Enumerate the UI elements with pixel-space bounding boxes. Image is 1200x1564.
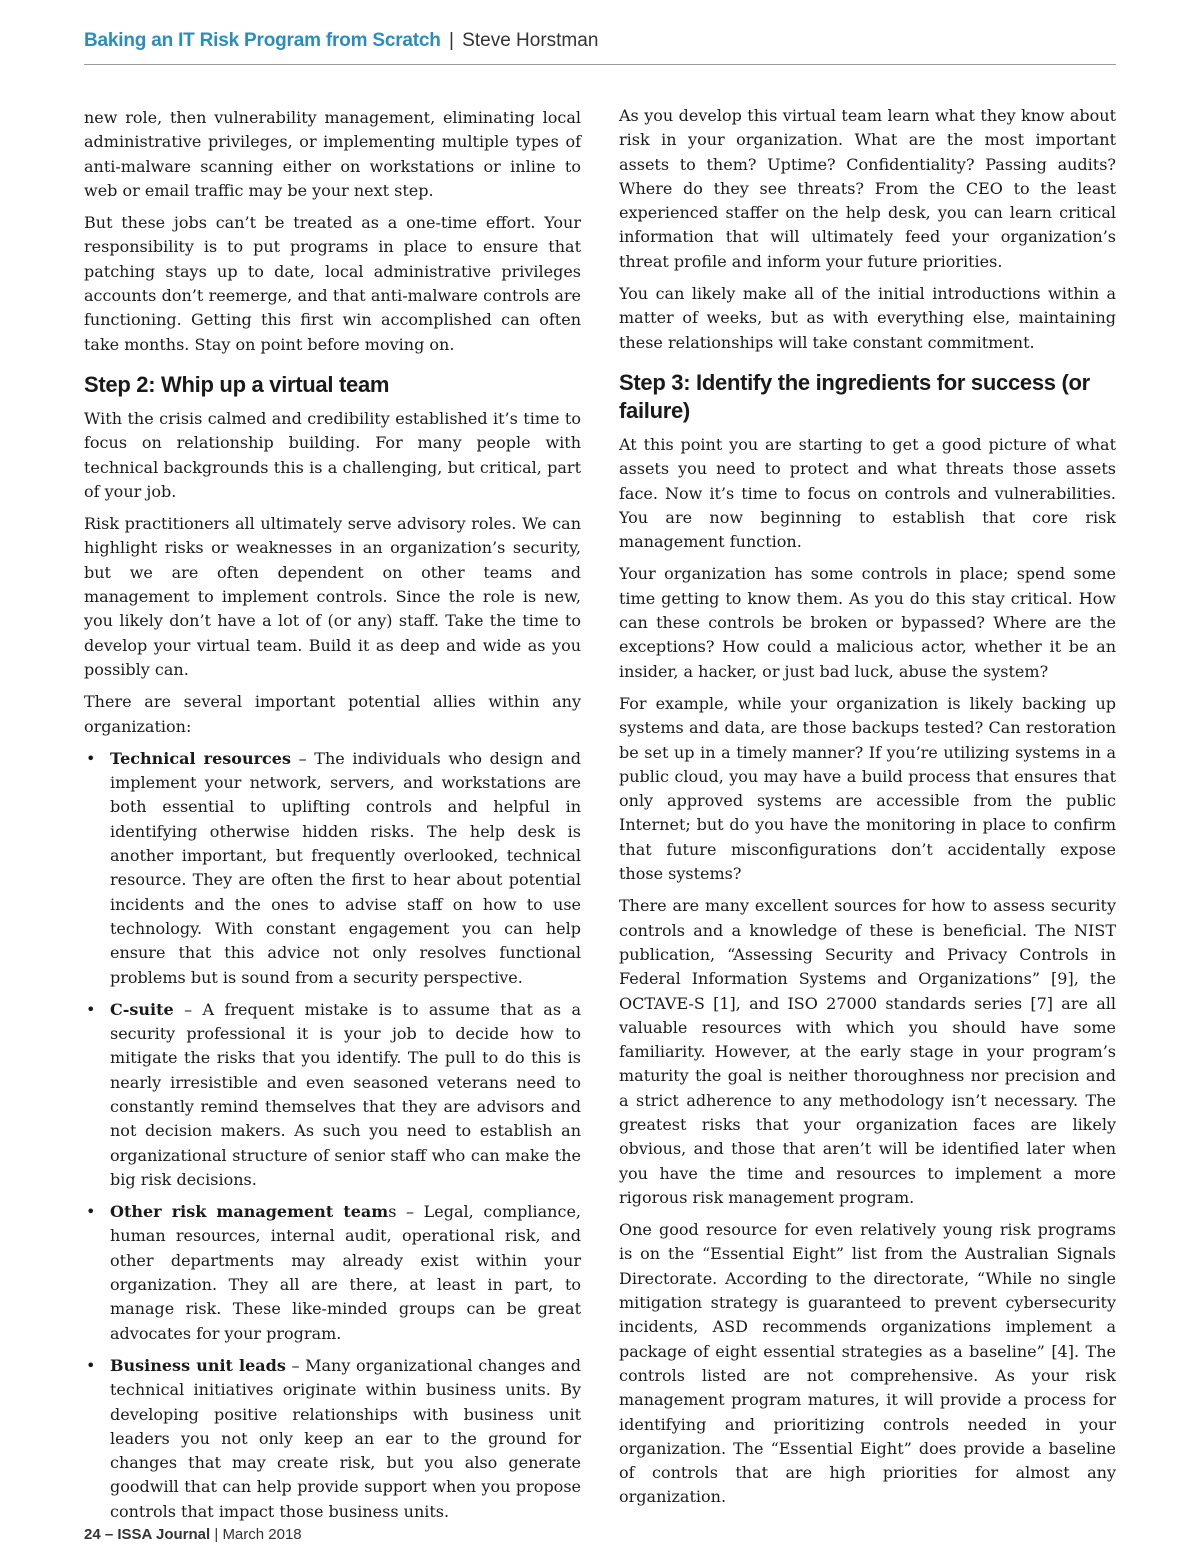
bullet-icon: • (86, 999, 96, 1019)
list-item-term: Business unit leads (110, 1355, 286, 1375)
page-number: 24 (84, 1526, 101, 1543)
issue-date: March 2018 (222, 1526, 302, 1543)
footer-separator: | (214, 1526, 219, 1543)
list-item-text: – The individuals who design and implement your network, servers, and workstations are both essential to uplifting controls and helpful in identifying otherwise hidden risks. The help desk is another important, but frequently overlooked, technical resource. They are often the first to hear about potential incidents and the ones to advise staff on how to use technology. With constant engagement you can help ensure that this advice not only resolves functional problems but is sound from a security perspective. (110, 748, 581, 987)
paragraph: There are several important potential allies within any organization: (84, 692, 581, 736)
paragraph: new role, then vulnerability management, eliminating local administrative privileges, or implementing multiple types of anti-malware scanning either on workstations or inline to web or email traffic may be your next step. (84, 108, 581, 200)
bullet-icon: • (86, 748, 96, 768)
paragraph: You can likely make all of the initial introductions within a matter of weeks, but as with everything else, maintaining these relationships will take constant commitment. (619, 284, 1116, 352)
page-footer (84, 1526, 302, 1543)
list-item (84, 1354, 581, 1524)
list-item-term: Technical resources (110, 748, 291, 768)
list-item (84, 747, 581, 990)
list-item-term: C-suite (110, 999, 174, 1019)
list-item (84, 1200, 581, 1346)
list-item-text: – A frequent mistake is to assume that as a security professional it is your job to decide how to mitigate the risks that you identify. The pull to do this is nearly irresistible and even seasoned veterans need to constantly remind themselves that they are advisors and not decision makers. As such you need to establish an organizational structure of senior staff who can make the big risk decisions. (110, 999, 581, 1189)
journal-name: ISSA Journal (117, 1526, 211, 1543)
section-heading-step-2: Step 2: Whip up a virtual team (84, 371, 390, 397)
bullet-icon: • (86, 1202, 96, 1222)
section-heading-step-3: Step 3: Identify the ingredients for success (or failure) (619, 369, 1090, 423)
paragraph: Your organization has some controls in place; spend some time getting to know them. As you do this stay critical. How can these controls be broken or bypassed? Where are the exceptions? How could a malicious actor, whether it be an insider, a hacker, or just bad luck, abuse the system? (619, 564, 1116, 681)
right-column (619, 104, 1116, 1518)
allies-list (84, 747, 581, 1524)
author-name: Steve Horstman (462, 30, 599, 51)
paragraph: Risk practitioners all ultimately serve advisory roles. We can highlight risks or weaknesses in an organization’s security, but we are often dependent on other teams and management to implement controls. Since the role is new, you likely don’t have a lot of (or any) staff. Take the time to develop your virtual team. Build it as deep and wide as you possibly can. (84, 514, 581, 679)
paragraph: As you develop this virtual team learn what they know about risk in your organization. What are the most important assets to them? Uptime? Confidentiality? Passing audits? Where do they see threats? From the CEO to the least experienced staffer on the help desk, you can learn critical information that will ultimately feed your organization’s threat profile and inform your future priorities. (619, 106, 1116, 271)
paragraph: At this point you are starting to get a good picture of what assets you need to protect and what threats those assets face. Now it’s time to focus on controls and vulnerabilities. You are now beginning to establish that core risk management function. (619, 434, 1116, 552)
paragraph: There are many excellent sources for how to assess security controls and a knowledge of these is beneficial. The NIST publication, “Assessing Security and Privacy Controls in Federal Information Systems and Organizations” [9], the OCTAVE-S [1], and ISO 27000 standards series [7] are all valuable resources with which you should have some familiarity. However, at the early stage in your program’s maturity the goal is neither thoroughness nor precision and a strict adherence to any methodology isn’t necessary. The greatest risks that your organization faces are likely obvious, and those that aren’t will be identified later when you have the time and resources to implement a more rigorous risk management program. (619, 896, 1116, 1207)
paragraph: For example, while your organization is likely backing up systems and data, are those backups tested? Can restoration be set up in a timely manner? If you’re utilizing systems in a public cloud, you may have a build process that ensures that only approved systems are accessible from the public Internet; but do you have the monitoring in place to confirm that future misconfigurations don’t accidentally expose those systems? (619, 693, 1116, 884)
header-separator: | (448, 30, 454, 51)
paragraph: But these jobs can’t be treated as a one-time effort. Your responsibility is to put programs in place to ensure that patching stays up to date, local administrative privileges accounts don’t reemerge, and that anti-malware controls are functioning. Getting this first win accomplished can often take months. Stay on point before moving on. (84, 213, 581, 354)
footer-dash: – (104, 1526, 114, 1543)
list-item-text: – Many organizational changes and technical initiatives originate within business units. By developing positive relationships with business unit leaders you not only keep an ear to the ground for changes that may create risk, but you also generate goodwill that can help provide support when you propose controls that impact those business units. (110, 1355, 581, 1521)
article-title: Baking an IT Risk Program from Scratch (84, 30, 441, 51)
list-item (84, 998, 581, 1192)
bullet-icon: • (86, 1355, 96, 1375)
paragraph: One good resource for even relatively young risk programs is on the “Essential Eight” list from the Australian Signals Directorate. According to the directorate, “While no single mitigation strategy is guaranteed to prevent cybersecurity incidents, ASD recommends organizations implement a package of eight essential strategies as a baseline” [4]. The controls listed are not comprehensive. As your risk management program matures, it will provide a process for identifying and prioritizing controls needed in your organization. The “Essential Eight” does provide a baseline of controls that are high priorities for almost any organization. (619, 1220, 1116, 1507)
list-item-text: s – Legal, compliance, human resources, internal audit, operational risk, and other departments may already exist within your organization. They all are there, at least in part, to manage risk. These like-minded groups can be great advocates for your program. (110, 1202, 582, 1343)
paragraph: With the crisis calmed and credibility established it’s time to focus on relationship building. For many people with technical backgrounds this is a challenging, but critical, part of your job. (84, 408, 581, 501)
list-item-term: Other risk management team (110, 1202, 389, 1222)
running-header (84, 30, 1116, 65)
left-column (84, 106, 581, 1532)
